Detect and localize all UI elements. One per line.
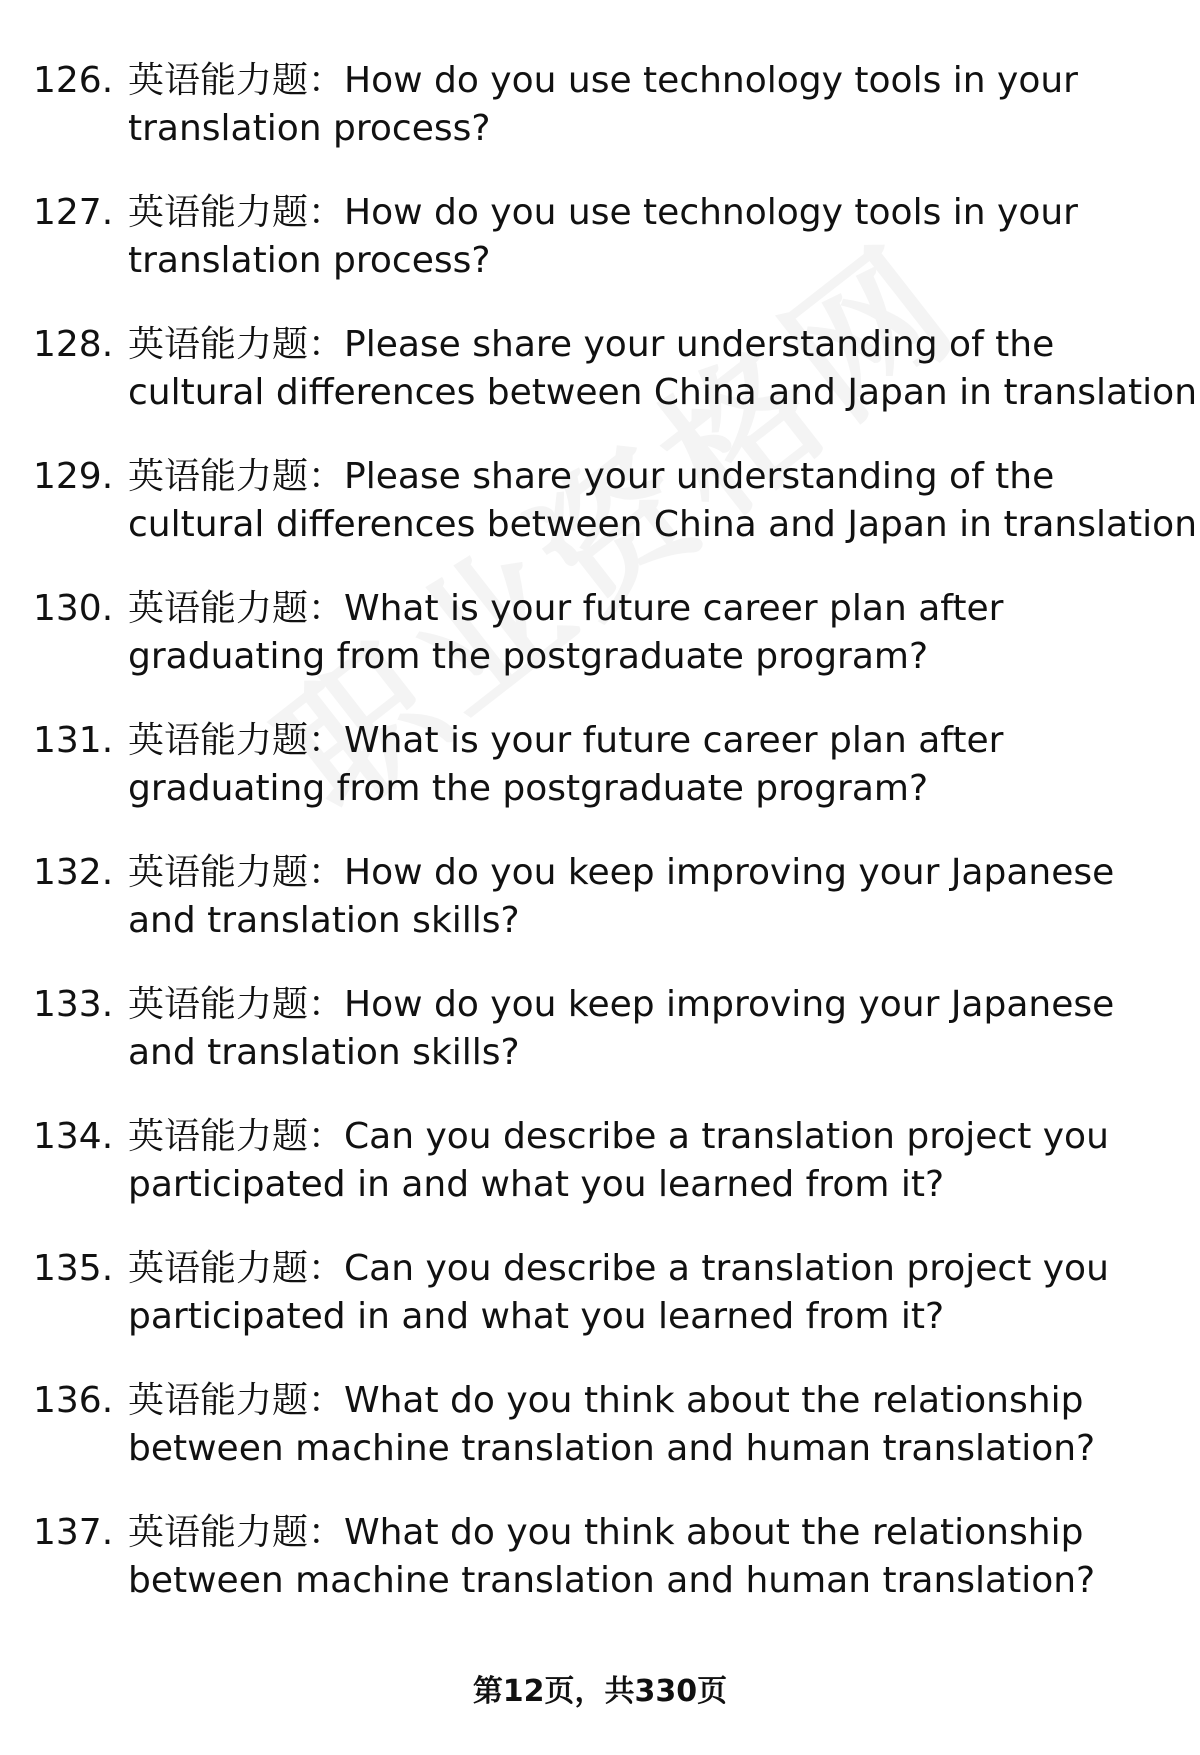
question-line: 英语能力题：What do you think about the relationship xyxy=(128,1380,1084,1421)
question-number: 135. xyxy=(33,1248,114,1289)
question-text xyxy=(128,981,1178,1077)
question-item xyxy=(0,453,1200,585)
question-line: 英语能力题：How do you use technology tools in your xyxy=(128,60,1078,101)
question-text xyxy=(128,1509,1178,1605)
question-item xyxy=(0,1509,1200,1641)
question-line: between machine translation and human translation? xyxy=(128,1560,1096,1601)
question-number: 128. xyxy=(33,324,114,365)
question-line: cultural differences between China and Japan in translation xyxy=(128,372,1198,413)
question-line: between machine translation and human translation? xyxy=(128,1428,1096,1469)
question-number: 131. xyxy=(33,720,114,761)
question-number: 130. xyxy=(33,588,114,629)
question-line: participated in and what you learned from it? xyxy=(128,1164,945,1205)
question-line: 英语能力题：How do you keep improving your Japanese xyxy=(128,852,1115,893)
question-number: 137. xyxy=(33,1512,114,1553)
question-item xyxy=(0,321,1200,453)
question-line: 英语能力题：Can you describe a translation project you xyxy=(128,1116,1109,1157)
question-list xyxy=(0,57,1200,1641)
question-line: and translation skills? xyxy=(128,1032,520,1073)
question-text xyxy=(128,585,1178,681)
question-line: 英语能力题：How do you keep improving your Japanese xyxy=(128,984,1115,1025)
question-line: 英语能力题：What do you think about the relationship xyxy=(128,1512,1084,1553)
question-item xyxy=(0,717,1200,849)
question-number: 133. xyxy=(33,984,114,1025)
question-text xyxy=(128,1377,1178,1473)
question-item xyxy=(0,585,1200,717)
question-line: 英语能力题：What is your future career plan after xyxy=(128,720,1004,761)
question-number: 129. xyxy=(33,456,114,497)
question-line: and translation skills? xyxy=(128,900,520,941)
question-text xyxy=(128,321,1198,417)
question-text xyxy=(128,849,1178,945)
question-item xyxy=(0,189,1200,321)
question-line: 英语能力题：Please share your understanding of the xyxy=(128,324,1055,365)
question-line: cultural differences between China and Japan in translation xyxy=(128,504,1198,545)
question-number: 136. xyxy=(33,1380,114,1421)
question-item xyxy=(0,1245,1200,1377)
question-line: translation process? xyxy=(128,108,491,149)
question-line: 英语能力题：How do you use technology tools in your xyxy=(128,192,1078,233)
question-text xyxy=(128,453,1198,549)
question-item xyxy=(0,1377,1200,1509)
question-text xyxy=(128,717,1178,813)
question-line: participated in and what you learned from it? xyxy=(128,1296,945,1337)
question-item xyxy=(0,57,1200,189)
question-line: graduating from the postgraduate program? xyxy=(128,636,929,677)
question-text xyxy=(128,57,1178,153)
question-line: translation process? xyxy=(128,240,491,281)
question-number: 134. xyxy=(33,1116,114,1157)
question-item xyxy=(0,1113,1200,1245)
question-line: 英语能力题：What is your future career plan after xyxy=(128,588,1004,629)
question-line: 英语能力题：Please share your understanding of the xyxy=(128,456,1055,497)
question-item xyxy=(0,981,1200,1113)
page-footer: 第12页，共330页 xyxy=(472,1674,728,1709)
question-text xyxy=(128,1113,1178,1209)
question-number: 127. xyxy=(33,192,114,233)
question-line: graduating from the postgraduate program? xyxy=(128,768,929,809)
question-text xyxy=(128,1245,1178,1341)
question-line: 英语能力题：Can you describe a translation project you xyxy=(128,1248,1109,1289)
question-number: 126. xyxy=(33,60,114,101)
question-text xyxy=(128,189,1178,285)
question-item xyxy=(0,849,1200,981)
question-number: 132. xyxy=(33,852,114,893)
